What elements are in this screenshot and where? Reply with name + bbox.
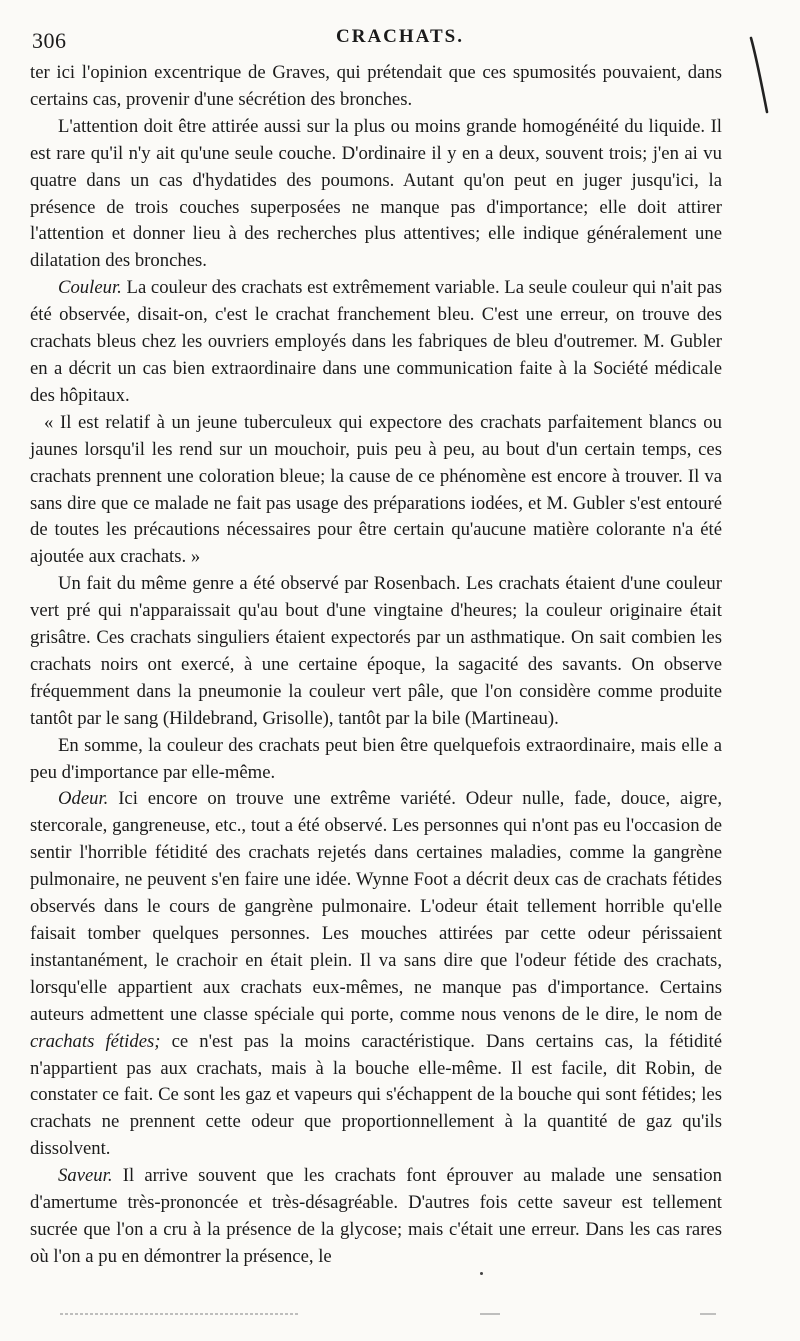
paragraph-saveur: Saveur. Il arrive souvent que les crachats font éprouver au malade une sensation d'amertume très-prononcée et très-désagréable. D'autres fois cette saveur est tellement sucrée que l'on a cru à la présence de la glycose; mais c'était une erreur. Dans les cas rares où l'on a pu en démontrer la présence, le bbox=[30, 1165, 722, 1267]
italic-term: crachats fétides; bbox=[30, 1030, 161, 1052]
section-heading-couleur: Couleur. bbox=[58, 277, 122, 299]
paragraph-couleur: Couleur. La couleur des crachats est extrêmement variable. La seule couleur qui n'ait pas été observée, disait-on, c'est le crachat franchement bleu. C'est une erreur, on trouve des crachats bleus chez les ouvriers employés dans les fabriques de bleu d'outremer. M. Gubler en a décrit un cas bien extraordinaire dans une communication faite à la Société médicale des hôpitaux. bbox=[30, 277, 722, 406]
paragraph-rosenbach: Un fait du même genre a été observé par Rosenbach. Les crachats étaient d'une couleur vert pré qui n'apparaissait qu'au bout d'une vingtaine d'heures; la couleur originaire était grisâtre. Ces crachats singuliers étaient expectorés par un asthmatique. On sait combien les crachats noirs ont exercé, à une certaine époque, la sagacité des savants. On observe fréquemment dans la pneumonie la couleur vert pâle, que l'on considère comme produite tantôt par le sang (Hildebrand, Grisolle), tantôt par la bile (Martineau). bbox=[30, 573, 722, 729]
paragraph-quote-gubler: « Il est relatif à un jeune tuberculeux qui expectore des crachats parfaitement blancs ou jaunes lorsqu'il les rend sur un mouchoir, puis peu à peu, au bout d'un certain temps, ces crachats prennent une coloration bleue; la cause de ce phénomène est encore à trouver. Il va sans dire que ce malade ne fait pas usage des préparations iodées, et M. Gubler s'est entouré de toutes les précautions nécessaires pour être certain qu'aucune matière colorante n'a été ajoutée aux crachats. » bbox=[30, 411, 722, 568]
paragraph-odeur: Odeur. Ici encore on trouve une extrême variété. Odeur nulle, fade, douce, aigre, stercorale, gangreneuse, etc., tout a été observé. Les personnes qui n'ont pas eu l'occasion de sentir l'horrible fétidité des crachats rejetés dans certaines maladies, comme la gangrène pulmonaire, ne peuvent s'en faire une idée. Wynne Foot a décrit deux cas de crachats fétides observés dans le cours de gangrène pulmonaire. L'odeur était tellement horrible qu'elle faisait tomber quelques personnes. Les mouches attirées par cette odeur périssaient instantanément, le crachoir en était plein. Il va sans dire que l'odeur fétide des crachats, lorsqu'elle appartient aux crachats eux-mêmes, ne manque pas d'importance. Certains auteurs admettent une classe spéciale qui porte, comme nous venons de le dire, le nom de crachats fétides; ce n'est pas la moins caractéristique. Dans certains cas, la fétidité n'appartient pas aux crachats, mais à la bouche elle-même. Il est facile, dit Robin, de constater ce fait. Ce sont les gaz et vapeurs qui s'échappent de la bouche qui sont fétides; les crachats ne prennent cette odeur que proportionnellement à la quantité de gaz qu'ils dissolvent. bbox=[30, 788, 722, 1160]
running-head: CRACHATS. bbox=[336, 26, 464, 47]
faint-bottom-rule bbox=[60, 1312, 720, 1316]
body-text bbox=[30, 60, 722, 1271]
ink-speck bbox=[480, 1272, 483, 1275]
page-number: 306 bbox=[32, 28, 67, 53]
paragraph-en-somme: En somme, la couleur des crachats peut bien être quelquefois extraordinaire, mais elle a peu d'importance par elle-même. bbox=[30, 734, 722, 783]
section-heading-saveur: Saveur. bbox=[58, 1165, 113, 1187]
margin-pencil-stroke bbox=[748, 36, 772, 116]
paragraph-continued: ter ici l'opinion excentrique de Graves, qui prétendait que ces spumosités pouvaient, dans certains cas, provenir d'une sécrétion des bronches. bbox=[30, 62, 722, 110]
paragraph-homogeneite: L'attention doit être attirée aussi sur la plus ou moins grande homogénéité du liquide. Il est rare qu'il n'y ait qu'une seule couche. D'ordinaire il y en a deux, souvent trois; j'en ai vu quatre dans un cas d'hydatides des poumons. Autant qu'on peut en juger jusqu'ici, la présence de trois couches superposées ne manque pas d'importance; elle doit attirer l'attention et donner lieu à des recherches plus attentives; elle indique généralement une dilatation des bronches. bbox=[30, 115, 722, 272]
section-heading-odeur: Odeur. bbox=[58, 788, 109, 810]
